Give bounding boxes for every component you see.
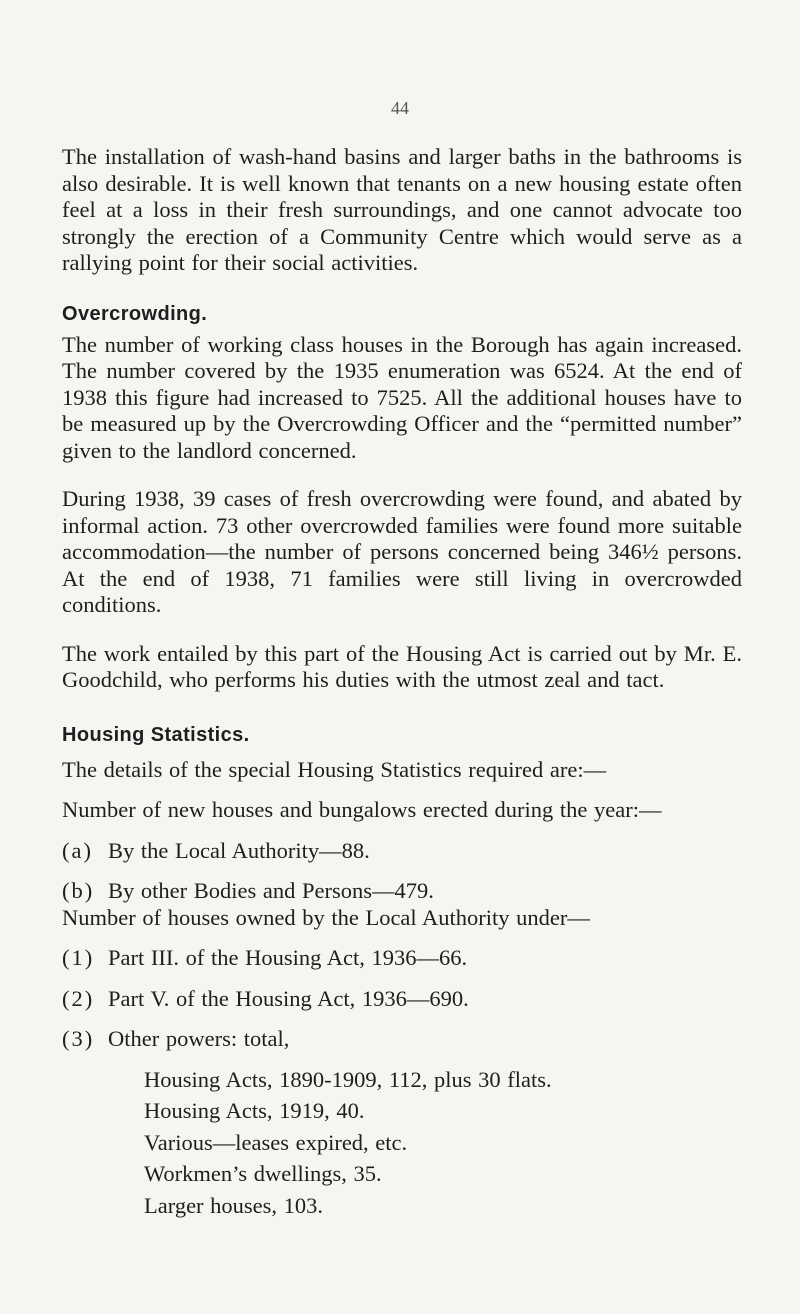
stats-item-2-label: (2) [62, 985, 95, 1011]
stats-item-3-label: (3) [62, 1026, 95, 1051]
stats-item-1-text: Part III. of the Housing Act, 1936—66. [108, 945, 468, 970]
paragraph-overcrowding-3: The work entailed by this part of the Housing Act is carried out by Mr. E. Goodchild, who performs his duties with the utmost zeal and tact. [62, 640, 742, 692]
stats-item-1 [62, 945, 742, 972]
stats-question-new-houses: Number of new houses and bungalows erected during the year:— [62, 797, 662, 822]
heading-overcrowding: Overcrowding. [62, 302, 208, 325]
page-body [62, 144, 742, 1219]
stats-item-b [62, 878, 742, 905]
stats-item-a-label: (a) [62, 837, 93, 863]
paragraph-overcrowding-1: The number of working class houses in the Borough has again increased. The number covered by the 1935 enumeration was 6524. At the end of 1938 this figure had increased to 7525. All the additional houses have to be measured up by the Overcrowding Officer and the “permitted number” given to the landlord concerned. [62, 331, 742, 463]
stats-item-b-label: (b) [62, 878, 95, 903]
stats-item-3-text: Other powers: total, [108, 1026, 290, 1051]
stats-sub-item: Larger houses, 103. [144, 1192, 324, 1218]
stats-item-2-text: Part V. of the Housing Act, 1936—690. [108, 985, 469, 1011]
stats-question-owned: Number of houses owned by the Local Authority under— [62, 904, 590, 930]
paragraph-intro: The installation of wash-hand basins and larger baths in the bathrooms is also desirable. It is well known that tenants on a new housing estate often feel at a loss in their fresh surroundings, and one cannot advocate too strongly the erection of a Community Centre which would serve as a rallying point for their social activities. [62, 144, 742, 275]
stats-item-3 [62, 1026, 742, 1053]
stats-sub-item: Various—leases expired, etc. [144, 1129, 408, 1155]
stats-item-1-label: (1) [62, 945, 95, 970]
stats-sub-item: Workmen’s dwellings, 35. [144, 1161, 382, 1186]
page-number: 44 [391, 98, 409, 118]
stats-sub-item: Housing Acts, 1919, 40. [144, 1098, 365, 1123]
stats-item-b-text: By other Bodies and Persons—479. [108, 878, 434, 903]
stats-item-a [62, 838, 742, 865]
stats-intro: The details of the special Housing Statistics required are:— [62, 756, 607, 782]
stats-sub-item: Housing Acts, 1890-1909, 112, plus 30 flats. [144, 1066, 552, 1092]
paragraph-overcrowding-2: During 1938, 39 cases of fresh overcrowding were found, and abated by informal action. 73 other overcrowded families were found more suitable accommodation—the number of persons concerned being 346½ persons. At the end of 1938, 71 families were still living in overcrowded conditions. [62, 486, 742, 617]
heading-housing-statistics: Housing Statistics. [62, 723, 250, 746]
stats-item-2 [62, 986, 742, 1013]
stats-item-a-text: By the Local Authority—88. [108, 837, 370, 863]
